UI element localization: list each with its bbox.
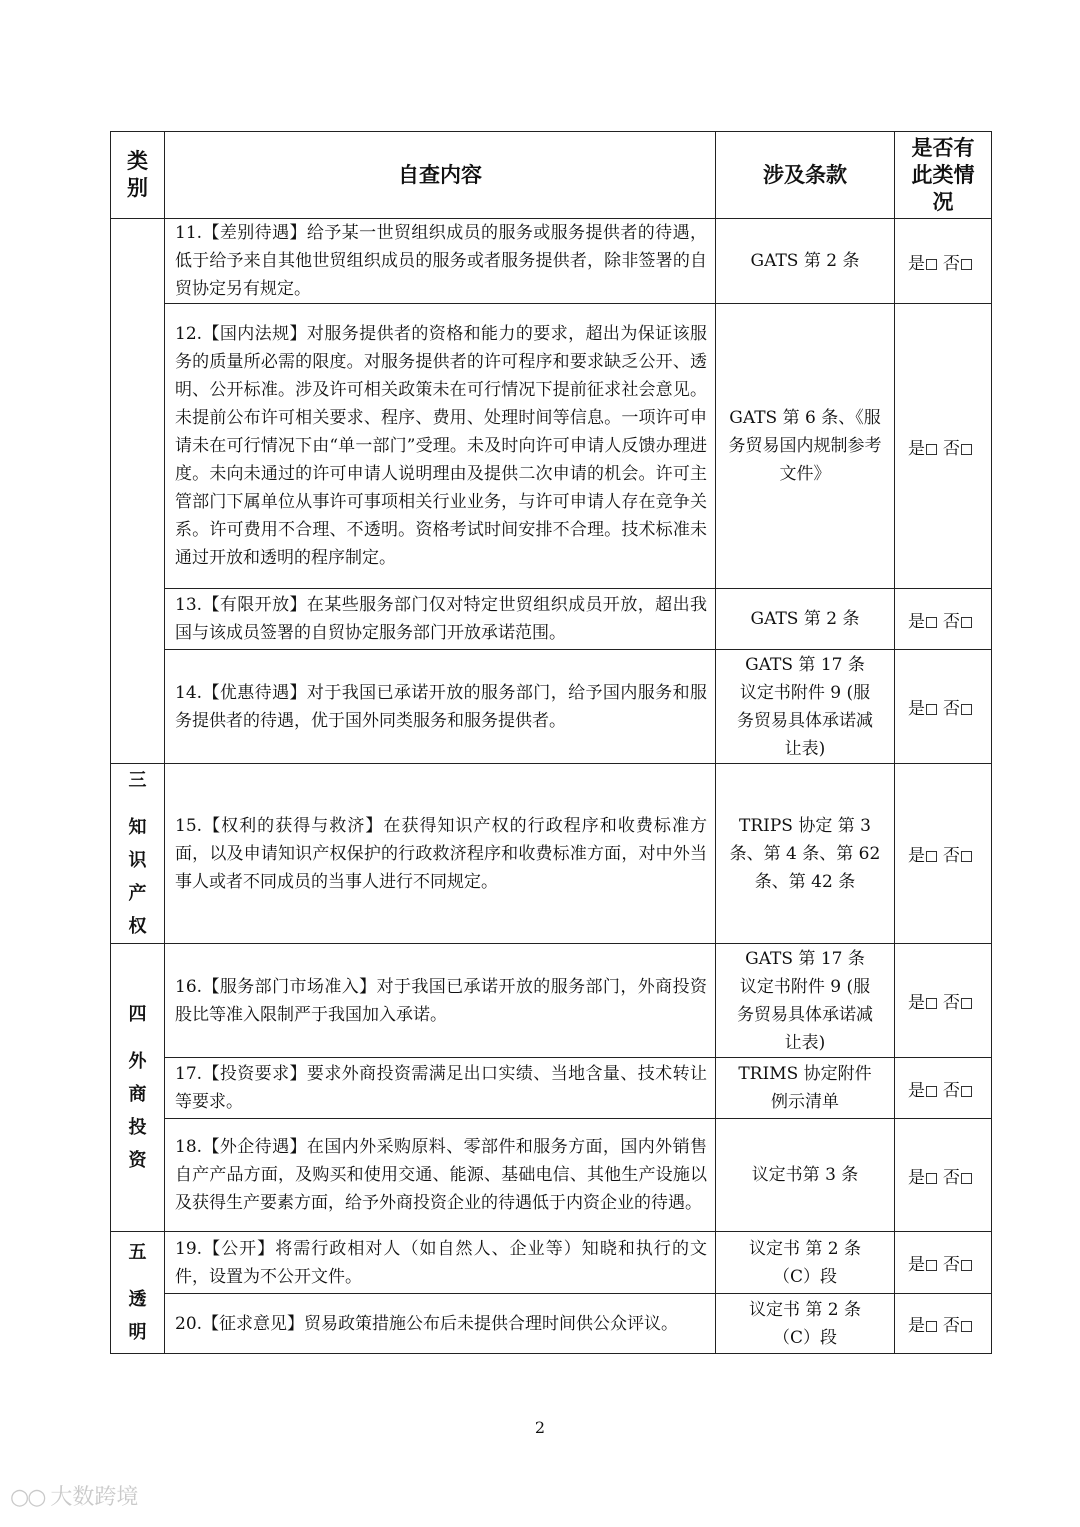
row-clause: 议定书 第 2 条（C）段 <box>716 1294 895 1354</box>
table-row <box>111 304 992 589</box>
no-checkbox[interactable] <box>961 1321 972 1332</box>
table-row <box>111 589 992 650</box>
table-row <box>111 1058 992 1119</box>
no-checkbox[interactable] <box>961 851 972 862</box>
checkbox-group: 是 否 <box>895 1119 992 1232</box>
yes-checkbox[interactable] <box>926 1321 937 1332</box>
row-content: 15.【权利的获得与救济】在获得知识产权的行政程序和收费标准方面，以及申请知识产权保护的行政救济程序和收费标准方面，对中外当事人或者不同成员的当事人进行不同规定。 <box>165 764 716 944</box>
row-clause: TRIMS 协定附件 例示清单 <box>716 1058 895 1119</box>
row-clause: 议定书 第 2 条（C）段 <box>716 1232 895 1294</box>
checkbox-group: 是 否 <box>895 944 992 1058</box>
table-row <box>111 219 992 304</box>
row-clause: GATS 第 2 条 <box>716 589 895 650</box>
row-clause: 议定书第 3 条 <box>716 1119 895 1232</box>
yes-checkbox[interactable] <box>926 1260 937 1271</box>
header-clause: 涉及条款 <box>716 132 895 219</box>
watermark: ○○ 大数跨境 <box>10 1485 139 1510</box>
table-row <box>111 1294 992 1354</box>
checkbox-group: 是 否 <box>895 1232 992 1294</box>
yes-checkbox[interactable] <box>926 998 937 1009</box>
category-cell-empty <box>111 219 165 764</box>
row-clause: GATS 第 2 条 <box>716 219 895 304</box>
yes-checkbox[interactable] <box>926 259 937 270</box>
checkbox-group: 是 否 <box>895 1294 992 1354</box>
row-content: 12.【国内法规】对服务提供者的资格和能力的要求，超出为保证该服务的质量所必需的限度。对服务提供者的许可程序和要求缺乏公开、透明、公开标准。涉及许可相关政策未在可行情况下提前征求社会意见。未提前公布许可相关要求、程序、费用、处理时间等信息。一项许可申请未在可行情况下由“单一部门”受理。未及时向许可申请人反馈办理进度。未向未通过的许可申请人说明理由及提供二次申请的机会。许可主管部门下属单位从事许可事项相关行业业务，与许可申请人存在竞争关系。许可费用不合理、不透明。资格考试时间安排不合理。技术标准未通过开放和透明的程序制定。 <box>165 304 716 589</box>
row-content: 13.【有限开放】在某些服务部门仅对特定世贸组织成员开放，超出我国与该成员签署的自贸协定服务部门开放承诺范围。 <box>165 589 716 650</box>
checkbox-group: 是 否 <box>895 764 992 944</box>
watermark-logo-icon: ○○ <box>10 1485 45 1510</box>
self-check-table <box>110 131 992 1354</box>
yes-checkbox[interactable] <box>926 704 937 715</box>
row-clause: GATS 第 17 条 议定书附件 9 (服务贸易具体承诺减让表) <box>716 650 895 764</box>
row-content: 18.【外企待遇】在国内外采购原料、零部件和服务方面，国内外销售自产产品方面，及购买和使用交通、能源、基础电信、其他生产设施以及获得生产要素方面，给予外商投资企业的待遇低于内资企业的待遇。 <box>165 1119 716 1232</box>
row-clause: GATS 第 6 条、《服务贸易国内规制参考文件》 <box>716 304 895 589</box>
header-status: 是否有此类情况 <box>895 132 992 219</box>
row-content: 16.【服务部门市场准入】对于我国已承诺开放的服务部门，外商投资股比等准入限制严于我国加入承诺。 <box>165 944 716 1058</box>
no-checkbox[interactable] <box>961 259 972 270</box>
row-content: 14.【优惠待遇】对于我国已承诺开放的服务部门，给予国内服务和服务提供者的待遇，优于国外同类服务和服务提供者。 <box>165 650 716 764</box>
checkbox-group: 是 否 <box>895 304 992 589</box>
page-number: 2 <box>534 1418 546 1437</box>
category-four: 四 外商投资 <box>111 944 165 1232</box>
no-checkbox[interactable] <box>961 704 972 715</box>
yes-checkbox[interactable] <box>926 444 937 455</box>
table-row <box>111 764 992 944</box>
no-checkbox[interactable] <box>961 1173 972 1184</box>
row-clause: GATS 第 17 条 议定书附件 9 (服务贸易具体承诺减让表) <box>716 944 895 1058</box>
checkbox-group: 是 否 <box>895 1058 992 1119</box>
category-five: 五 透明 <box>111 1232 165 1354</box>
header-row <box>111 132 992 219</box>
table-row <box>111 1232 992 1294</box>
yes-checkbox[interactable] <box>926 1173 937 1184</box>
no-checkbox[interactable] <box>961 998 972 1009</box>
table-row <box>111 650 992 764</box>
no-checkbox[interactable] <box>961 1260 972 1271</box>
yes-checkbox[interactable] <box>926 1086 937 1097</box>
table-row <box>111 944 992 1058</box>
yes-checkbox[interactable] <box>926 851 937 862</box>
no-checkbox[interactable] <box>961 444 972 455</box>
category-three: 三 知识产权 <box>111 764 165 944</box>
yes-checkbox[interactable] <box>926 617 937 628</box>
row-content: 19.【公开】将需行政相对人（如自然人、企业等）知晓和执行的文件，设置为不公开文件。 <box>165 1232 716 1294</box>
checkbox-group: 是 否 <box>895 650 992 764</box>
row-content: 11.【差别待遇】给予某一世贸组织成员的服务或服务提供者的待遇，低于给予来自其他世贸组织成员的服务或者服务提供者，除非签署的自贸协定另有规定。 <box>165 219 716 304</box>
no-checkbox[interactable] <box>961 1086 972 1097</box>
row-content: 20.【征求意见】贸易政策措施公布后未提供合理时间供公众评议。 <box>165 1294 716 1354</box>
table-row <box>111 1119 992 1232</box>
header-category: 类别 <box>111 132 165 219</box>
row-clause: TRIPS 协定 第 3 条、第 4 条、第 62 条、第 42 条 <box>716 764 895 944</box>
checkbox-group: 是 否 <box>895 219 992 304</box>
header-content: 自查内容 <box>165 132 716 219</box>
checkbox-group: 是 否 <box>895 589 992 650</box>
no-checkbox[interactable] <box>961 617 972 628</box>
row-content: 17.【投资要求】要求外商投资需满足出口实绩、当地含量、技术转让等要求。 <box>165 1058 716 1119</box>
